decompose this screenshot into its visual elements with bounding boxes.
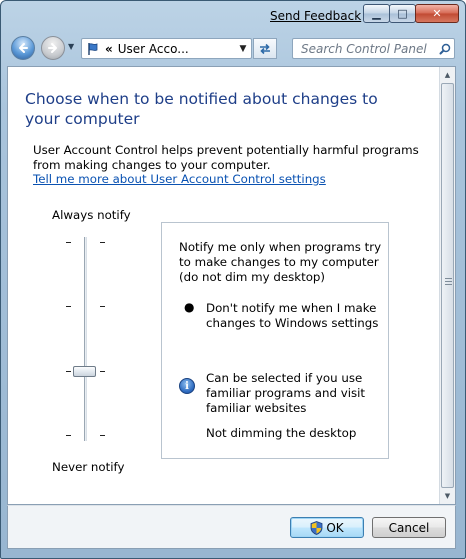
ok-label: OK [326, 520, 344, 535]
slider-top-label: Always notify [52, 208, 131, 222]
slider-tick-left [66, 435, 71, 436]
slider-tick-right [100, 306, 105, 307]
vertical-scrollbar[interactable] [439, 67, 455, 504]
level-title: Notify me only when programs try to make changes to my computer (do not dim my desktop) [179, 240, 382, 284]
send-feedback-link[interactable]: Send Feedback [270, 9, 362, 23]
navigation-bar [1, 31, 465, 67]
cancel-label: Cancel [388, 520, 430, 535]
uac-description: User Account Control helps prevent potentially harmful programs from making changes to your computer. [33, 143, 419, 172]
learn-more-link[interactable]: Tell me more about User Account Control settings [33, 172, 326, 186]
close-button[interactable] [415, 4, 459, 23]
search-icon[interactable] [436, 43, 454, 55]
scrollbar-grip-icon [445, 278, 452, 279]
slider-tick-left [66, 306, 71, 307]
minimize-button[interactable] [363, 4, 390, 23]
uac-shield-icon [310, 521, 323, 535]
address-bar[interactable] [81, 38, 252, 59]
bullet-icon: ● [184, 300, 195, 314]
search-input[interactable] [299, 41, 436, 57]
slider-tick-left [66, 371, 71, 372]
cancel-button[interactable] [372, 517, 446, 538]
maximize-button[interactable] [389, 4, 416, 23]
slider-thumb[interactable] [73, 366, 96, 377]
slider-bottom-label: Never notify [52, 460, 125, 474]
search-box[interactable] [292, 38, 455, 59]
scrollbar-thumb[interactable] [441, 83, 454, 488]
notification-level-slider[interactable] [84, 237, 87, 441]
breadcrumb-current[interactable]: User Acco... [117, 41, 189, 56]
slider-tick-right [100, 435, 105, 436]
back-arrow-icon [17, 42, 29, 54]
ok-button[interactable] [290, 517, 364, 538]
breadcrumb-overflow-icon[interactable]: « [105, 41, 113, 56]
dimming-status-text: Not dimming the desktop [206, 426, 357, 440]
recent-pages-dropdown[interactable]: ▼ [68, 42, 75, 51]
forward-arrow-icon [47, 42, 59, 54]
scroll-up-icon[interactable]: ▲ [444, 71, 451, 79]
minimize-icon: ▁ [372, 7, 381, 20]
level-bullet-text: Don't notify me when I make changes to Windows settings [206, 301, 379, 330]
slider-tick-right [100, 371, 105, 372]
page-title: Choose when to be notified about changes to your computer [25, 90, 378, 128]
level-info-text: Can be selected if you use familiar programs and visit familiar websites [206, 371, 366, 415]
refresh-icon [258, 43, 272, 55]
caption-buttons [364, 4, 459, 24]
slider-tick-left [66, 242, 71, 243]
refresh-button[interactable] [253, 38, 277, 59]
info-icon: i [179, 378, 195, 394]
slider-tick-right [100, 242, 105, 243]
close-icon: ✕ [432, 7, 442, 20]
action-center-flag-icon [86, 42, 100, 56]
back-button[interactable] [11, 36, 35, 60]
scroll-down-icon[interactable]: ▼ [444, 492, 451, 500]
maximize-icon: □ [397, 7, 408, 20]
address-dropdown-icon[interactable]: ▼ [239, 43, 247, 54]
forward-button[interactable] [41, 36, 65, 60]
